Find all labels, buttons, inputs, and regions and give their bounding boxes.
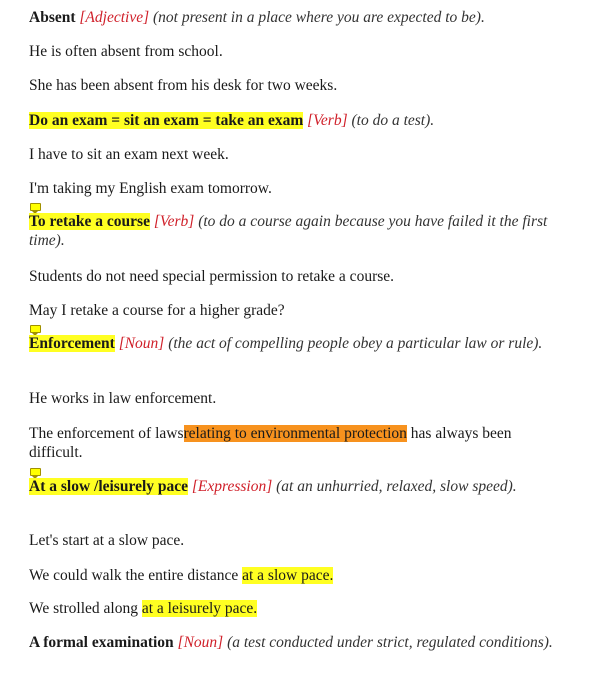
- example-sentence: He is often absent from school.: [29, 43, 223, 60]
- entry-do-an-exam: [29, 111, 564, 130]
- example-sentence: Students do not need special permission to retake a course.: [29, 268, 395, 285]
- example-sentence-highlighted: [29, 424, 564, 462]
- part-of-speech: [Expression]: [191, 478, 273, 495]
- entry-absent: [29, 8, 564, 27]
- entry-slow-pace: [29, 477, 564, 496]
- example-sentence: Let's start at a slow pace.: [29, 532, 185, 549]
- example-sentence: May I retake a course for a higher grade?: [29, 302, 285, 319]
- term: A formal examination: [29, 634, 174, 651]
- part-of-speech: [Noun]: [177, 634, 224, 651]
- part-of-speech: [Verb]: [307, 112, 348, 129]
- term: Absent: [29, 9, 76, 26]
- definition: (not present in a place where you are expected to be).: [153, 9, 485, 26]
- entry-retake-course: [29, 212, 564, 250]
- example-sentence: I'm taking my English exam tomorrow.: [29, 180, 272, 197]
- comment-icon[interactable]: [30, 203, 41, 211]
- example-sentence-highlighted: [29, 566, 564, 585]
- sentence-start: We could walk the entire distance: [29, 567, 239, 584]
- term: Enforcement: [29, 335, 115, 352]
- definition: (at an unhurried, relaxed, slow speed).: [276, 478, 517, 495]
- part-of-speech: [Noun]: [118, 335, 165, 352]
- highlighted-phrase: relating to environmental protection: [183, 425, 407, 442]
- definition: (to do a course again because you have failed it the first time).: [29, 213, 548, 249]
- example-sentence: I have to sit an exam next week.: [29, 146, 229, 163]
- example-sentence-highlighted: [29, 599, 564, 618]
- highlighted-phrase: at a leisurely pace.: [141, 600, 258, 617]
- term: At a slow /leisurely pace: [29, 478, 189, 495]
- comment-icon[interactable]: [30, 325, 41, 333]
- sentence-start: We strolled along: [29, 600, 138, 617]
- term: Do an exam = sit an exam = take an exam: [29, 112, 304, 129]
- part-of-speech: [Adjective]: [79, 9, 150, 26]
- entry-enforcement: [29, 334, 564, 353]
- comment-icon[interactable]: [30, 468, 41, 476]
- term: To retake a course: [29, 213, 150, 230]
- sentence-start: The enforcement of laws: [29, 425, 184, 442]
- example-sentence: She has been absent from his desk for two weeks.: [29, 77, 338, 94]
- definition: (a test conducted under strict, regulated conditions).: [227, 634, 553, 651]
- definition: (to do a test).: [351, 112, 435, 129]
- example-sentence: He works in law enforcement.: [29, 390, 217, 407]
- definition: (the act of compelling people obey a particular law or rule).: [168, 335, 543, 352]
- entry-formal-examination: [29, 633, 564, 652]
- part-of-speech: [Verb]: [153, 213, 195, 230]
- highlighted-phrase: at a slow pace.: [242, 567, 334, 584]
- sentence-end: has always been difficult.: [29, 425, 512, 461]
